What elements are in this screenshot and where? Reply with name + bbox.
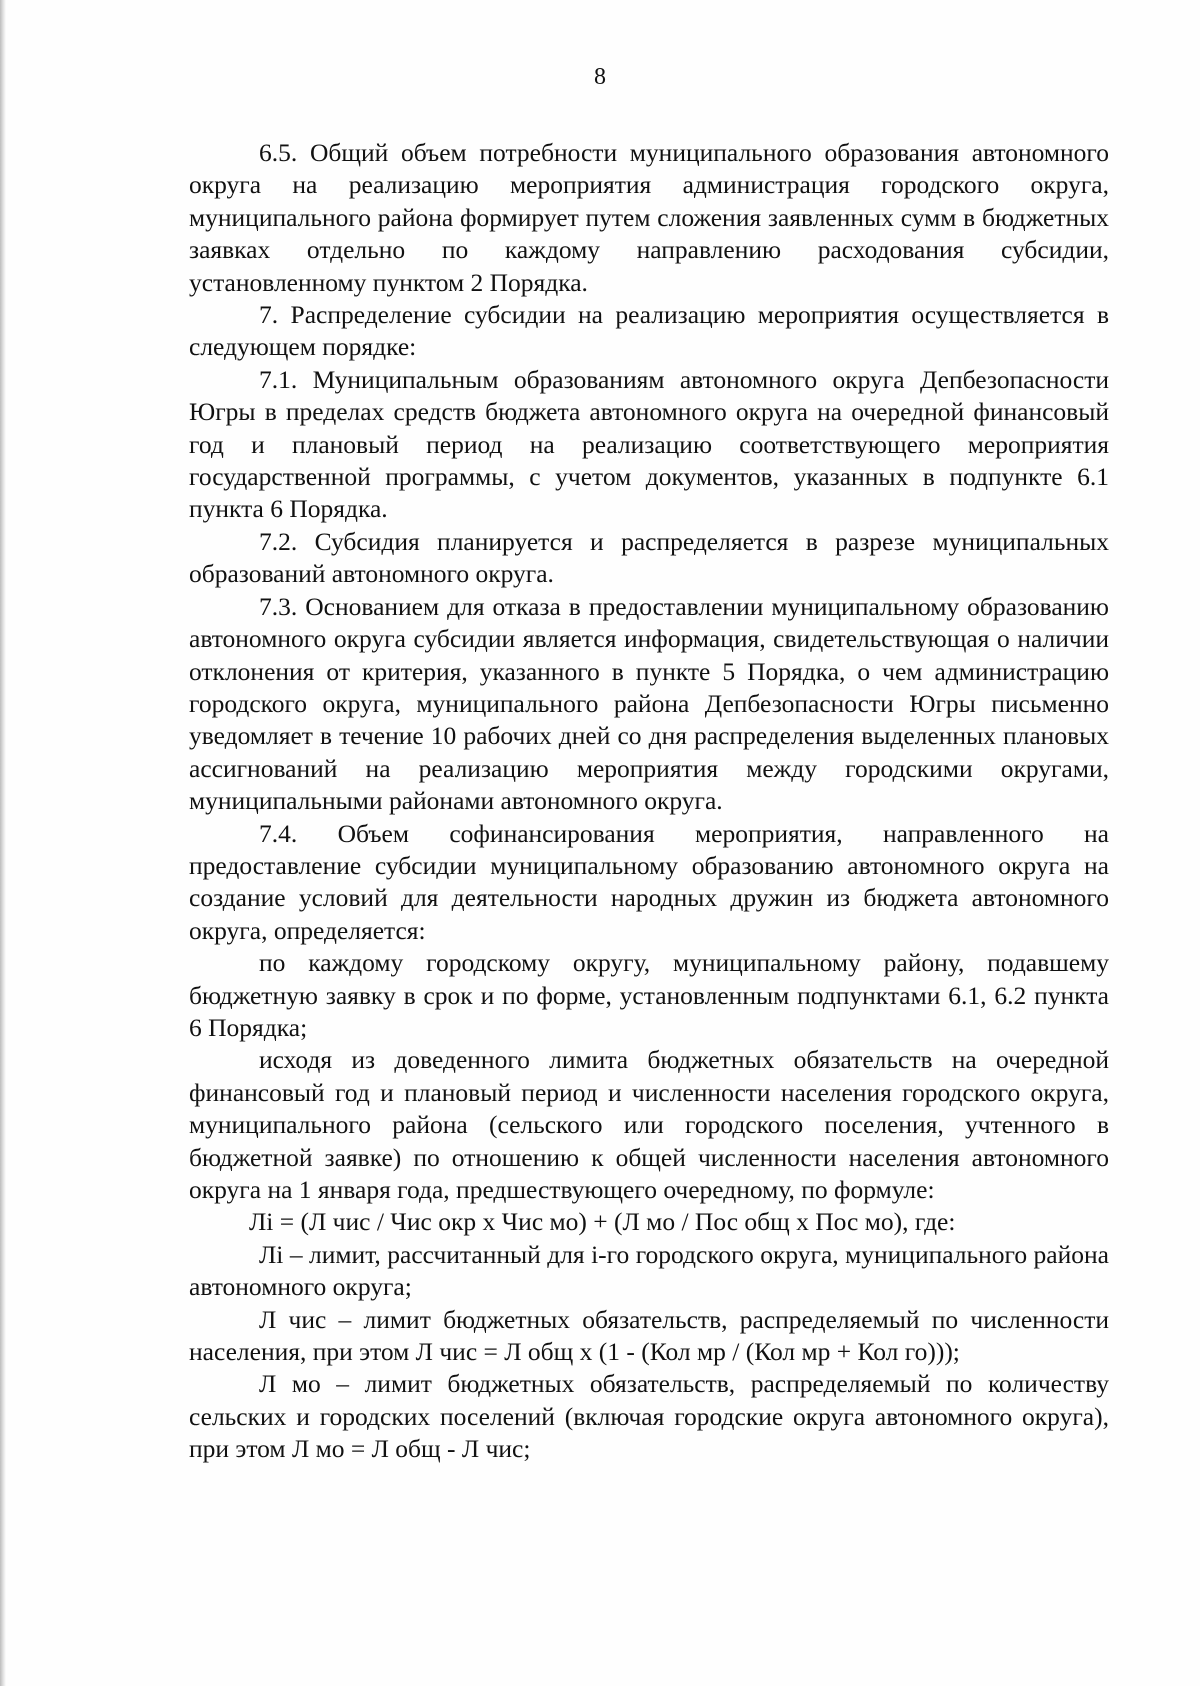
definition-l-mo: Л мо – лимит бюджетных обязательств, распределяемый по количеству сельских и городских поселений (включая городские округа автономного округа), при этом Л мо = Л общ - Л чис; [189,1369,1109,1464]
paragraph-7-3: 7.3. Основанием для отказа в предоставлении муниципальному образованию автономного округа субсидии является информация, свидетельствующая о наличии отклонения от критерия, указанного в пункте 5 Порядка, о чем администрацию городского округа, муниципального района Депбезопасности Югры письменно уведомляет в течение 10 рабочих дней со дня распределения выделенных плановых ассигнований на реализацию мероприятия между городскими округами, муниципальными районами автономного округа. [189,591,1109,816]
definition-l-chis: Л чис – лимит бюджетных обязательств, распределяемый по численности населения, при этом Л чис = Л общ х (1 - (Кол мр / (Кол мр + Кол го))); [189,1304,1109,1367]
paragraph-7-1: 7.1. Муниципальным образованиям автономного округа Депбезопасности Югры в пределах средств бюджета автономного округа на очередной финансовый год и плановый период на реализацию соответствующего мероприятия государственной программы, с учетом документов, указанных в подпункте 6.1 пункта 6 Порядка. [189,364,1109,524]
scan-edge-shadow [0,0,6,1686]
definition-li: Лi – лимит, рассчитанный для i-го городского округа, муниципального района автономного округа; [189,1239,1109,1302]
paragraph-per-district: по каждому городскому округу, муниципальному району, подавшему бюджетную заявку в срок и по форме, установленным подпунктами 6.1, 6.2 пункта 6 Порядка; [189,948,1109,1042]
paragraph-7-4: 7.4. Объем софинансирования мероприятия, направленного на предоставление субсидии муниципальному образованию автономного округа на создание условий для деятельности народных дружин из бюджета автономного округа, определяется: [189,818,1109,945]
paragraph-6-5: 6.5. Общий объем потребности муниципального образования автономного округа на реализацию мероприятия администрация городского округа, муниципального района формирует путем сложения заявленных сумм в бюджетных заявках отдельно по каждому направлению расходования субсидии, установленному пунктом 2 Порядка. [189,138,1109,297]
formula-line: Лi = (Л чис / Чис окр х Чис мо) + (Л мо / Пос общ х Пос мо), где: [249,1207,956,1237]
document-body [189,137,1109,1466]
paragraph-limit-basis: исходя из доведенного лимита бюджетных обязательств на очередной финансовый год и плановый период и численности населения городского округа, муниципального района (сельского или городского поселения, учтенного в бюджетной заявке) по отношению к общей численности населения автономного округа на 1 января года, предшествующего очередному, по формуле: [189,1045,1109,1204]
page-number: 8 [594,64,606,90]
paragraph-7: 7. Распределение субсидии на реализацию мероприятия осуществляется в следующем порядке: [189,300,1109,362]
paragraph-7-2: 7.2. Субсидия планируется и распределяется в разрезе муниципальных образований автономного округа. [189,526,1109,589]
